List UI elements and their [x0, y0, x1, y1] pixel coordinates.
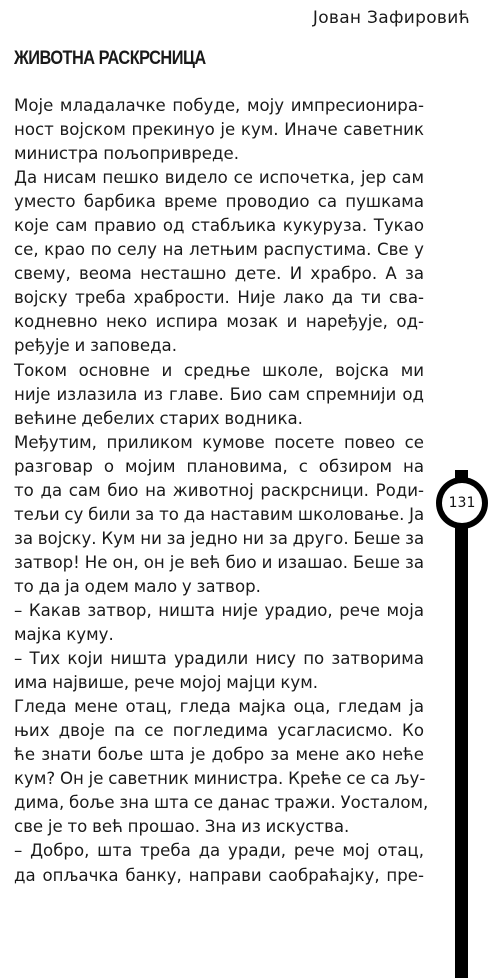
body-line: ређује и заповеда.	[14, 336, 177, 356]
body-line: које сам правио од стабљика кукуруза. Тукао	[14, 216, 424, 236]
body-line: Гледа мене отац, гледа мајка оца, гледам ја	[14, 697, 424, 717]
body-line: мајка куму.	[14, 625, 114, 645]
body-line: разговар о мојим плановима, с обзиром на	[14, 456, 424, 476]
body-line: Моје младалачке побуде, мoју импресионира-	[14, 96, 424, 115]
body-line: се, крао по селу на летњим распустима. Све у	[14, 240, 424, 260]
body-line: ност војском прекинуо је кум. Иначе саветник	[14, 120, 424, 140]
body-line: војску треба храбрости. Није лако да ти сва-	[14, 288, 424, 308]
body-line: кум? Он је саветник министра. Креће се са љу-	[14, 769, 426, 789]
body-line: – Какав затвор, ништа није урадио, рече моја	[14, 600, 424, 620]
body-line: за војску. Кум ни за једно ни за друго. Беше за	[14, 528, 425, 548]
body-line: да опљачка банку, направи саобраћајку, пре-	[14, 865, 424, 885]
body-line: њих двоје па се погледима усагласисмо. Ко	[14, 721, 424, 741]
body-line: министра пољопривреде.	[14, 144, 239, 164]
body-line: кодневно неко испира мозак и наређује, од-	[14, 312, 424, 332]
chapter-title: ЖИВОТНА РАСКРСНИЦА	[14, 48, 206, 69]
body-line: тељи су били за то да наставим школовање. Ја	[14, 504, 425, 524]
page-marker-bar	[455, 470, 468, 978]
body-line: има највише, рече мојој мајци кум.	[14, 673, 319, 693]
body-text	[14, 94, 429, 888]
body-line: свему, веома несташно дете. И храбро. А за	[14, 264, 424, 284]
body-line: није излазила из главе. Био сам спремнији од	[14, 384, 424, 404]
body-line: дима, боље зна шта се данас тражи. Уосталом,	[14, 793, 429, 813]
body-line: ће знати боље шта је добро за мене ако неће	[14, 745, 424, 765]
body-line: то да сам био на животној раскрсници. Роди-	[14, 480, 424, 500]
body-line: Током основне и средње школе, војска ми	[14, 360, 424, 380]
body-line: све је то већ прошао. Зна из искуства.	[14, 817, 350, 837]
body-line: затвор! Не он, он је већ био и изашао. Беше за	[14, 552, 424, 572]
body-line: – Тих који ништа урадили нису по затворима	[14, 649, 424, 669]
running-header-author: Јован Зафировић	[312, 8, 470, 28]
body-line: Да нисам пешко видело се испочетка, јер сам	[14, 168, 424, 188]
body-line: то да ја одем мало у затвор.	[14, 576, 261, 596]
body-line: Међутим, приликом кумове посете повео се	[14, 432, 424, 452]
body-line: – Добро, шта треба да уради, рече мој отац,	[14, 841, 424, 861]
body-line: уместо барбика време проводио са пушкама	[14, 192, 424, 212]
body-line: већине дебелих старих водника.	[14, 408, 303, 428]
page-number: 131	[442, 483, 482, 523]
